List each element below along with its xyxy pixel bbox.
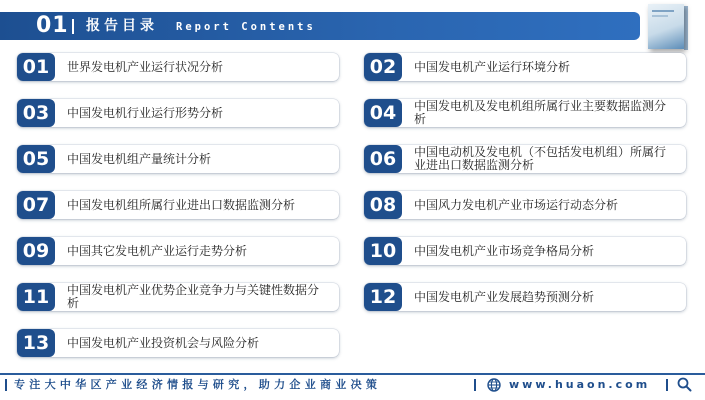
toc-item-01[interactable] [17, 53, 339, 81]
section-number: 01 [36, 13, 69, 38]
page-subtitle: Report Contents [176, 21, 316, 33]
toc-item-08[interactable] [364, 191, 686, 219]
toc-item-number: 09 [17, 237, 55, 265]
website-link[interactable]: www.huaon.com [509, 378, 651, 391]
toc-item-12[interactable] [364, 283, 686, 311]
toc-item-number: 01 [17, 53, 55, 81]
toc-item-09[interactable] [17, 237, 339, 265]
toc-item-label: 中国发电机组所属行业进出口数据监测分析 [67, 197, 296, 212]
report-cover-spine [684, 6, 688, 50]
footer-slogan: 专注大中华区产业经济情报与研究，助力企业商业决策 [14, 378, 382, 391]
report-cover-image [648, 4, 684, 49]
toc-item-07[interactable] [17, 191, 339, 219]
toc-item-number: 07 [17, 191, 55, 219]
toc-item-label: 中国发电机产业市场竞争格局分析 [414, 243, 595, 258]
toc-item-number: 02 [364, 53, 402, 81]
footer-bar-middle [474, 379, 476, 391]
toc-item-label: 中国发电机及发电机组所属行业主要数据监测分析 [414, 99, 667, 126]
toc-item-label: 中国发电机组产量统计分析 [67, 151, 212, 166]
globe-icon [487, 378, 501, 392]
toc-item-number: 08 [364, 191, 402, 219]
toc-item-number: 10 [364, 237, 402, 265]
footer-bar-left [5, 379, 7, 391]
toc-item-label: 中国发电机行业运行形势分析 [67, 105, 224, 120]
toc-item-label: 中国发电机产业优势企业竞争力与关键性数据分析 [67, 283, 320, 310]
toc-item-label: 中国风力发电机产业市场运行动态分析 [414, 197, 619, 212]
toc-item-number: 06 [364, 145, 402, 173]
toc-item-number: 13 [17, 329, 55, 357]
toc-item-number: 11 [17, 283, 55, 311]
toc-item-02[interactable] [364, 53, 686, 81]
toc-item-label: 中国发电机产业运行环境分析 [414, 59, 571, 74]
toc-item-label: 中国电动机及发电机（不包括发电机组）所属行业进出口数据监测分析 [414, 145, 667, 172]
toc-item-06[interactable] [364, 145, 686, 173]
toc-item-label: 中国发电机产业投资机会与风险分析 [67, 335, 260, 350]
toc-item-number: 05 [17, 145, 55, 173]
page-title: 报告目录 [86, 18, 158, 34]
toc-item-number: 12 [364, 283, 402, 311]
header-divider [72, 19, 74, 34]
toc-item-number: 04 [364, 99, 402, 127]
toc-item-label: 世界发电机产业运行状况分析 [67, 59, 224, 74]
toc-item-label: 中国其它发电机产业运行走势分析 [67, 243, 248, 258]
toc-item-04[interactable] [364, 99, 686, 127]
footer-bar-right [666, 379, 668, 391]
toc-item-03[interactable] [17, 99, 339, 127]
toc-item-11[interactable] [17, 283, 339, 311]
toc-item-10[interactable] [364, 237, 686, 265]
toc-item-13[interactable] [17, 329, 339, 357]
search-icon[interactable] [677, 377, 692, 392]
toc-item-number: 03 [17, 99, 55, 127]
toc-item-05[interactable] [17, 145, 339, 173]
toc-item-label: 中国发电机产业发展趋势预测分析 [414, 289, 595, 304]
footer-divider [0, 373, 705, 375]
